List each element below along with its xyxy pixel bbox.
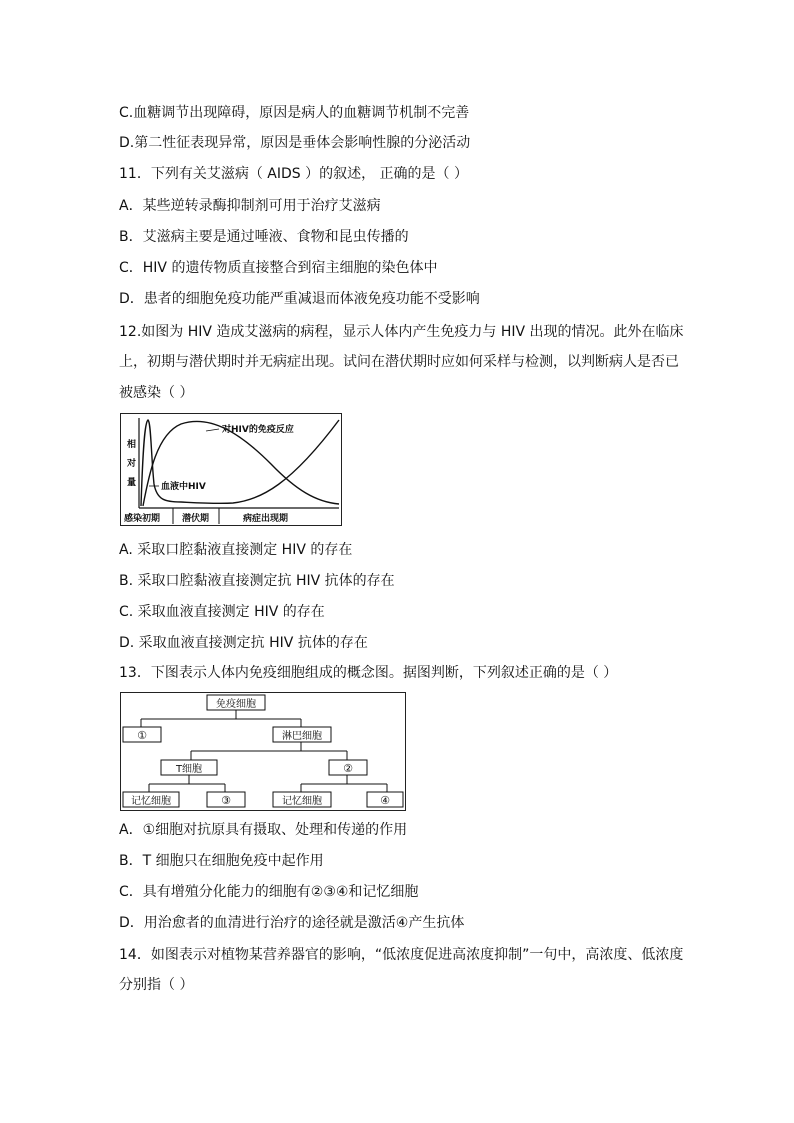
q11-option-c: C．HIV 的遗传物质直接整合到宿主细胞的染色体中: [119, 260, 438, 276]
ylabel-char-1: 相: [127, 440, 137, 450]
q12-option-b: B. 采取口腔黏液直接测定抗 HIV 抗体的存在: [119, 573, 395, 589]
q13-stem: 13．下图表示人体内免疫细胞组成的概念图。据图判断，下列叙述正确的是（ ）: [119, 665, 618, 681]
label-memory-cell-1: 记忆细胞: [131, 796, 171, 807]
immune-cell-concept-figure: [120, 692, 406, 811]
option-c: C.血糖调节出现障碍，原因是病人的血糖调节机制不完善: [119, 105, 470, 121]
option-d: D.第二性征表现异常，原因是垂体会影响性腺的分泌活动: [119, 135, 471, 151]
ylabel-char-3: 量: [127, 478, 137, 488]
q14-stem-line-2: 分别指（ ）: [119, 977, 194, 993]
q12-option-a: A. 采取口腔黏液直接测定 HIV 的存在: [119, 542, 353, 558]
label-immune-cells: 免疫细胞: [216, 699, 256, 710]
label-t-cell: T细胞: [175, 764, 203, 775]
immune-cell-concept-diagram: [121, 693, 405, 810]
hiv-course-figure: [120, 413, 342, 526]
label-n3: ③: [221, 794, 231, 807]
label-lymphocyte: 淋巴细胞: [282, 731, 322, 742]
ylabel-char-2: 对: [127, 459, 137, 469]
q11-option-b: B．艾滋病主要是通过唾液、食物和昆虫传播的: [119, 229, 409, 245]
label-n4: ④: [380, 794, 390, 807]
q11-option-d: D．患者的细胞免疫功能严重减退而体液免疫功能不受影响: [119, 291, 480, 307]
immune-curve-label: 对HIV的免疫反应: [222, 425, 294, 435]
q13-option-d: D．用治愈者的血清进行治疗的途径就是激活④产生抗体: [119, 915, 465, 931]
q14-stem-line-1: 14．如图表示对植物某营养器官的影响，“低浓度促进高浓度抑制”一句中，高浓度、低浓度: [119, 947, 684, 963]
q12-option-c: C. 采取血液直接测定 HIV 的存在: [119, 604, 325, 620]
phase-label-infection: 感染初期: [124, 514, 161, 524]
q11-stem: 11．下列有关艾滋病（ AIDS ）的叙述， 正确的是（ ）: [119, 166, 468, 182]
label-n2: ②: [343, 762, 353, 775]
q12-stem-line-1: 12.如图为 HIV 造成艾滋病的病程，显示人体内产生免疫力与 HIV 出现的情况。此外在临床: [119, 324, 684, 340]
label-memory-cell-2: 记忆细胞: [282, 796, 322, 807]
q13-option-c: C．具有增殖分化能力的细胞有②③④和记忆细胞: [119, 884, 419, 900]
q13-option-b: B．T 细胞只在细胞免疫中起作用: [119, 853, 324, 869]
q11-option-a: A．某些逆转录酶抑制剂可用于治疗艾滋病: [119, 198, 381, 214]
q12-stem-line-2: 上，初期与潜伏期时并无病症出现。试问在潜伏期时应如何采样与检测，以判断病人是否已: [119, 354, 679, 370]
phase-label-symptom: 病症出现期: [243, 514, 289, 524]
q12-stem-line-3: 被感染（ ）: [119, 385, 194, 401]
q13-option-a: A．①细胞对抗原具有摄取、处理和传递的作用: [119, 822, 408, 838]
phase-label-latency: 潜伏期: [182, 514, 210, 524]
hiv-curve-label: 血液中HIV: [161, 482, 206, 492]
hiv-course-diagram: [121, 414, 341, 525]
q12-option-d: D. 采取血液直接测定抗 HIV 抗体的存在: [119, 635, 368, 651]
label-n1: ①: [137, 729, 147, 742]
